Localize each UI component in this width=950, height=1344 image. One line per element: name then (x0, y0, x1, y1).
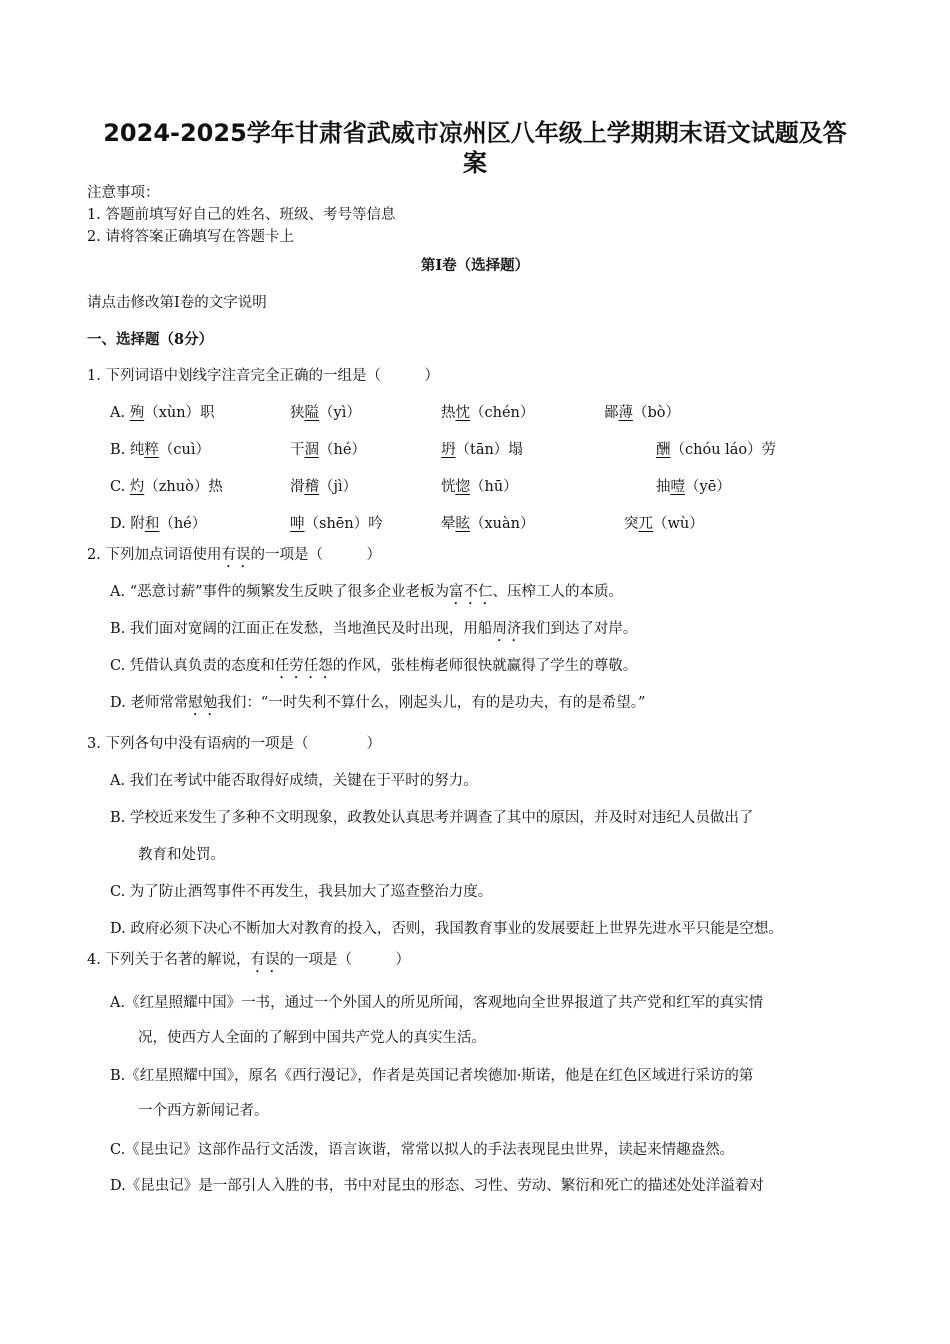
q4-option-a-line-1: A.《红星照耀中国》一书，通过一个外国人的所见所闻，客观地向全世界报道了共产党和红军的真实情 (110, 995, 764, 1011)
q4-option-b-line-2: 一个西方新闻记者。 (138, 1103, 269, 1119)
q1-d-text-5: （xuàn） (470, 516, 535, 532)
q1-a-label: A. (110, 405, 130, 421)
notice-item-1: 1. 答题前填写好自己的姓名、班级、考号等信息 (87, 207, 396, 223)
notice-heading: 注意事项： (87, 185, 160, 201)
volume-heading: 第I卷（选择题） (420, 257, 530, 274)
q2-b-dotted: 周济 (492, 621, 522, 637)
q1-c-text-3: （jì） (319, 479, 358, 495)
q1-c-text-2: 滑 (290, 479, 305, 495)
q1-d-text-6: 突 (624, 516, 639, 532)
page-title (60, 118, 890, 178)
q1-d-underlined-3: 眩 (455, 516, 470, 532)
q1-b-underlined-2: 涸 (304, 442, 319, 458)
q1-a-text-3: （yì） (319, 405, 361, 421)
q1-d-underlined-4: 兀 (638, 516, 653, 532)
q1-a-text-7: （bò） (633, 405, 681, 421)
q3-stem: 3. 下列各句中没有语病的一项是（ ） (87, 736, 381, 752)
q1-c-text-6: 抽 (656, 479, 671, 495)
q1-stem: 1. 下列词语中划线字注音完全正确的一组是（ ） (87, 368, 439, 384)
q1-c-underlined-1: 灼 (129, 479, 145, 495)
q1-a-underlined-2: 隘 (304, 405, 319, 421)
q2-d-text-2: 我们：“一时失利不算什么，刚起头儿，有的是功夫，有的是希望。” (217, 695, 646, 711)
q2-stem-text-1: 2. 下列加点词语使用 (87, 547, 222, 563)
q2-option-b (110, 619, 637, 645)
q1-b-underlined-1: 粹 (144, 442, 159, 458)
q1-a-text-2: 狭 (290, 405, 305, 421)
title-line-2: 案 (463, 149, 487, 177)
q4-option-c: C.《昆虫记》这部作品行文活泼，语言诙谐，常常以拟人的手法表现昆虫世界，读起来情趣盎然。 (110, 1142, 735, 1158)
q1-a-underlined-4: 薄 (618, 405, 633, 421)
q2-b-text-1: B. 我们面对宽阔的江面正在发愁，当地渔民及时出现，用船 (110, 621, 493, 637)
q1-c-text-7: （yē） (685, 479, 731, 495)
q1-a-underlined-3: 忱 (455, 405, 470, 421)
q2-stem-text-2: 的一项是（ ） (250, 547, 381, 563)
q2-b-text-2: 我们到达了对岸。 (521, 621, 638, 637)
q1-d-text-4: 晕 (441, 516, 456, 532)
q1-c-underlined-2: 稽 (304, 479, 319, 495)
q4-stem-text-1: 4. 下列关于名著的解说， (87, 952, 251, 968)
q1-b-text-2: （cuì） (158, 442, 210, 458)
q1-b-text-5: （tān）塌 (455, 442, 523, 458)
volume-note: 请点击修改第I卷的文字说明 (87, 295, 267, 311)
q1-a-text-6: 鄙 (604, 405, 619, 421)
q1-d-underlined-1: 和 (144, 516, 160, 532)
title-line-1: 2024-2025学年甘肃省武威市凉州区八年级上学期期末语文试题及答 (103, 119, 847, 147)
q2-c-text-2: 的作风，张桂梅老师很快就赢得了学生的尊敬。 (332, 658, 638, 674)
q2-a-text-1: A. “恶意讨薪”事件的频繁发生反映了很多企业老板为 (110, 584, 450, 600)
q1-a-text-5: （chén） (470, 405, 535, 421)
q1-c-text-1: （zhuò）热 (144, 479, 223, 495)
q2-a-dotted: 富不仁 (449, 584, 493, 600)
q4-option-a-line-2: 况，使西方人全面的了解到中国共产党人的真实生活。 (138, 1030, 486, 1046)
q1-a-text-4: 热 (441, 405, 456, 421)
q4-stem (87, 950, 410, 976)
q1-b-text-6: （chóu láo）劳 (670, 442, 777, 458)
q1-d-underlined-2: 呻 (290, 516, 305, 532)
q1-b-text-1: B. 纯 (110, 442, 145, 458)
q1-c-label: C. (110, 479, 130, 495)
q1-d-text-1: D. 附 (110, 516, 145, 532)
q2-c-text-1: C. 凭借认真负责的态度和 (110, 658, 275, 674)
q1-c-underlined-4: 噎 (670, 479, 685, 495)
q4-stem-dotted: 有误 (250, 952, 280, 968)
q1-d-text-2: （hé） (159, 516, 207, 532)
q2-d-text-1: D. 老师常常 (110, 695, 189, 711)
q3-option-a: A. 我们在考试中能否取得好成绩，关键在于平时的努力。 (110, 773, 478, 789)
q1-b-text-4: （hé） (319, 442, 366, 458)
q1-b-underlined-3: 坍 (441, 442, 456, 458)
q2-stem-dotted: 有误 (221, 547, 251, 563)
q1-b-underlined-4: 酬 (656, 442, 671, 458)
q2-option-a (110, 582, 623, 608)
q1-d-text-7: （wù） (653, 516, 704, 532)
q3-option-b-line-1: B. 学校近来发生了多种不文明现象，政教处认真思考并调查了其中的原因，并及时对违纪人员做出了 (110, 810, 754, 826)
q3-option-d: D. 政府必须下决心不断加大对教育的投入，否则，我国教育事业的发展要赶上世界先进水平只能是空想。 (110, 921, 783, 937)
q2-option-c (110, 656, 637, 682)
q1-d-text-3: （shēn）吟 (304, 516, 383, 532)
q2-c-dotted: 任劳任怨 (274, 658, 333, 674)
q2-option-d (110, 693, 645, 719)
q1-a-text-1: （xùn）职 (144, 405, 215, 421)
q1-c-text-4: 恍 (441, 479, 456, 495)
q3-option-b-line-2: 教育和处罚。 (138, 847, 225, 863)
q1-c-text-5: （hū） (470, 479, 518, 495)
q2-stem (87, 545, 381, 571)
notice-item-2: 2. 请将答案正确填写在答题卡上 (87, 229, 294, 245)
q2-a-text-2: 、压榨工人的本质。 (492, 584, 624, 600)
section-heading: 一、选择题（8分） (87, 331, 214, 348)
q1-b-text-3: 干 (290, 442, 305, 458)
q4-option-d-line-1: D.《昆虫记》是一部引人入胜的书，书中对昆虫的形态、习性、劳动、繁衍和死亡的描述处处洋溢着对 (110, 1178, 764, 1194)
q1-a-underlined-1: 殉 (129, 405, 145, 421)
q4-stem-text-2: 的一项是（ ） (279, 952, 410, 968)
q2-d-dotted: 慰勉 (188, 695, 218, 711)
q3-option-c: C. 为了防止酒驾事件不再发生，我县加大了巡查整治力度。 (110, 884, 493, 900)
q4-option-b-line-1: B.《红星照耀中国》，原名《西行漫记》，作者是英国记者埃德加·斯诺，他是在红色区域进行采访的第 (110, 1068, 754, 1084)
q1-c-underlined-3: 惚 (455, 479, 470, 495)
